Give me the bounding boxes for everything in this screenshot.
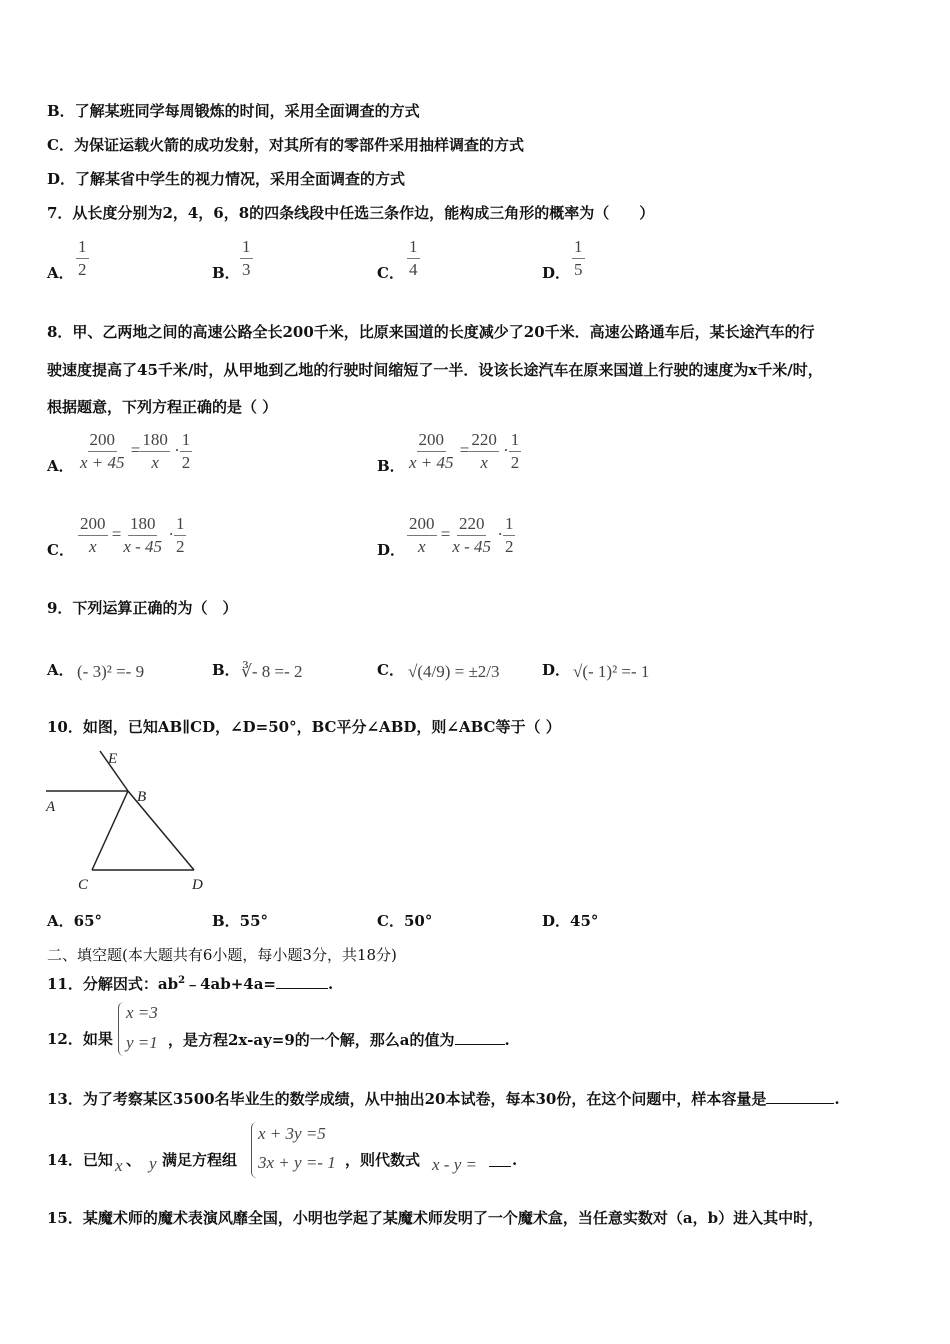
q14-prefix: 14．已知	[47, 1151, 113, 1169]
label-c: C	[78, 877, 89, 893]
q14-mid: 满足方程组	[162, 1151, 238, 1169]
q8-stem-line2: 驶速度提高了45千米/时，从甲地到乙地的行驶时间缩短了一半．设该长途汽车在原来国道上行驶的速度为x千米/时，	[47, 361, 823, 379]
q13: 13．为了考察某区3500名毕业生的数学成绩，从中抽出20本试卷，每本30份，在这个问题中，样本容量是 .	[47, 1090, 840, 1108]
q9-stem: 9．下列运算正确的为（ ）	[47, 599, 238, 617]
q7-option-b-fraction: $\frac{1}{3}$	[242, 237, 251, 279]
q8-stem-line3: 根据题意，下列方程正确的是（ ）	[47, 398, 278, 416]
q6-option-b: B．了解某班同学每周锻炼的时间，采用全面调查的方式	[47, 102, 420, 120]
q11: 11．分解因式：$ab^2﹣4ab+4a=$ .	[47, 975, 334, 993]
q8-stem-line1: 8．甲、乙两地之间的高速公路全长200千米，比原来国道的长度减少了20千米．高速公路通车后，某长途汽车的行	[47, 323, 815, 341]
q7-option-d-label: D．	[542, 264, 571, 282]
q6-option-c: C．为保证运载火箭的成功发射，对其所有的零部件采用抽样调查的方式	[47, 136, 524, 154]
line-bc	[92, 791, 128, 870]
q7-option-b-label: B．	[212, 264, 240, 282]
q10-option-a: A．65°	[47, 912, 103, 930]
q14-end: .	[512, 1151, 518, 1169]
q8-option-c-equation: $\frac{200}{x}$ = $\frac{180}{x - 45}$ · $\frac{1}{2}$	[80, 514, 185, 556]
q12-prefix: 12．如果	[47, 1030, 113, 1048]
q8-option-d-equation: $\frac{200}{x}$ = $\frac{220}{x - 45}$ · $\frac{1}{2}$	[409, 514, 514, 556]
label-e: E	[108, 751, 118, 767]
q10-figure	[42, 745, 212, 895]
q14-post: ，则代数式	[345, 1151, 421, 1169]
q14-separator: 、	[126, 1151, 142, 1169]
q12-system-brace	[118, 1002, 125, 1056]
q8-option-a-label: A．	[47, 457, 74, 475]
q12-rest: ，是方程2x-ay=9的一个解，那么a的值为 .	[168, 1031, 510, 1049]
q7-option-c-label: C．	[377, 264, 404, 282]
label-b: B	[137, 789, 147, 805]
q12-eq1: x =3	[126, 1003, 158, 1022]
q7-option-c-fraction: $\frac{1}{4}$	[409, 237, 418, 279]
q8-option-b-label: B．	[377, 457, 405, 475]
q8-option-b-equation: $\frac{200}{x + 45}$ = $\frac{220}{x}$ · $\frac{1}{2}$	[409, 430, 520, 472]
q10-option-b: B．55°	[212, 912, 269, 930]
q8-option-c-label: C．	[47, 541, 74, 559]
q8-option-d-label: D．	[377, 541, 406, 559]
section-heading-fill-in: 二、填空题(本大题共有6小题，每小题3分，共18分)	[47, 946, 397, 964]
q9-option-d-expr: √(- 1)² =- 1	[573, 662, 650, 681]
q9-option-a-expr: (- 3)² =- 9	[77, 662, 145, 681]
q14-system-brace	[251, 1122, 258, 1178]
q8-option-a-equation: $\frac{200}{x + 45}$ = $\frac{180}{x}$ · $\frac{1}{2}$	[80, 430, 191, 472]
q14-eq1: x + 3y =5	[258, 1124, 326, 1143]
q15-stem: 15．某魔术师的魔术表演风靡全国，小明也学起了某魔术师发明了一个魔术盒，当任意实数对（a，b）进入其中时，	[47, 1209, 824, 1227]
q14-var-y: y	[149, 1154, 157, 1173]
q14-blank	[489, 1151, 511, 1167]
q14-var-x: x	[115, 1156, 123, 1175]
q9-option-c-label: C．	[377, 661, 404, 679]
q7-stem: 7．从长度分别为2，4，6，8的四条线段中任选三条作边，能构成三角形的概率为（ ）	[47, 204, 655, 222]
q10-option-d: D．45°	[542, 912, 599, 930]
label-a: A	[46, 799, 56, 815]
q9-option-a-label: A．	[47, 661, 74, 679]
q10-option-c: C．50°	[377, 912, 433, 930]
q10-stem: 10．如图，已知AB∥CD，∠D=50°，BC平分∠ABD，则∠ABC等于（ ）	[47, 718, 561, 736]
q9-option-b-expr: ∛- 8 =- 2	[241, 662, 303, 681]
q9-option-c-expr: √(4/9) = ±2/3	[408, 662, 500, 681]
label-d: D	[192, 877, 203, 893]
q9-option-b-label: B．	[212, 661, 240, 679]
q7-option-a-fraction: $\frac{1}{2}$	[78, 237, 87, 279]
q9-option-d-label: D．	[542, 661, 571, 679]
q14-expr: x - y =	[432, 1155, 477, 1174]
q12-eq2: y =1	[126, 1033, 158, 1052]
q6-option-d: D．了解某省中学生的视力情况，采用全面调查的方式	[47, 170, 406, 188]
q7-option-d-fraction: $\frac{1}{5}$	[574, 237, 583, 279]
q7-option-a-label: A．	[47, 264, 74, 282]
q14-eq2: 3x + y =- 1	[258, 1153, 336, 1172]
